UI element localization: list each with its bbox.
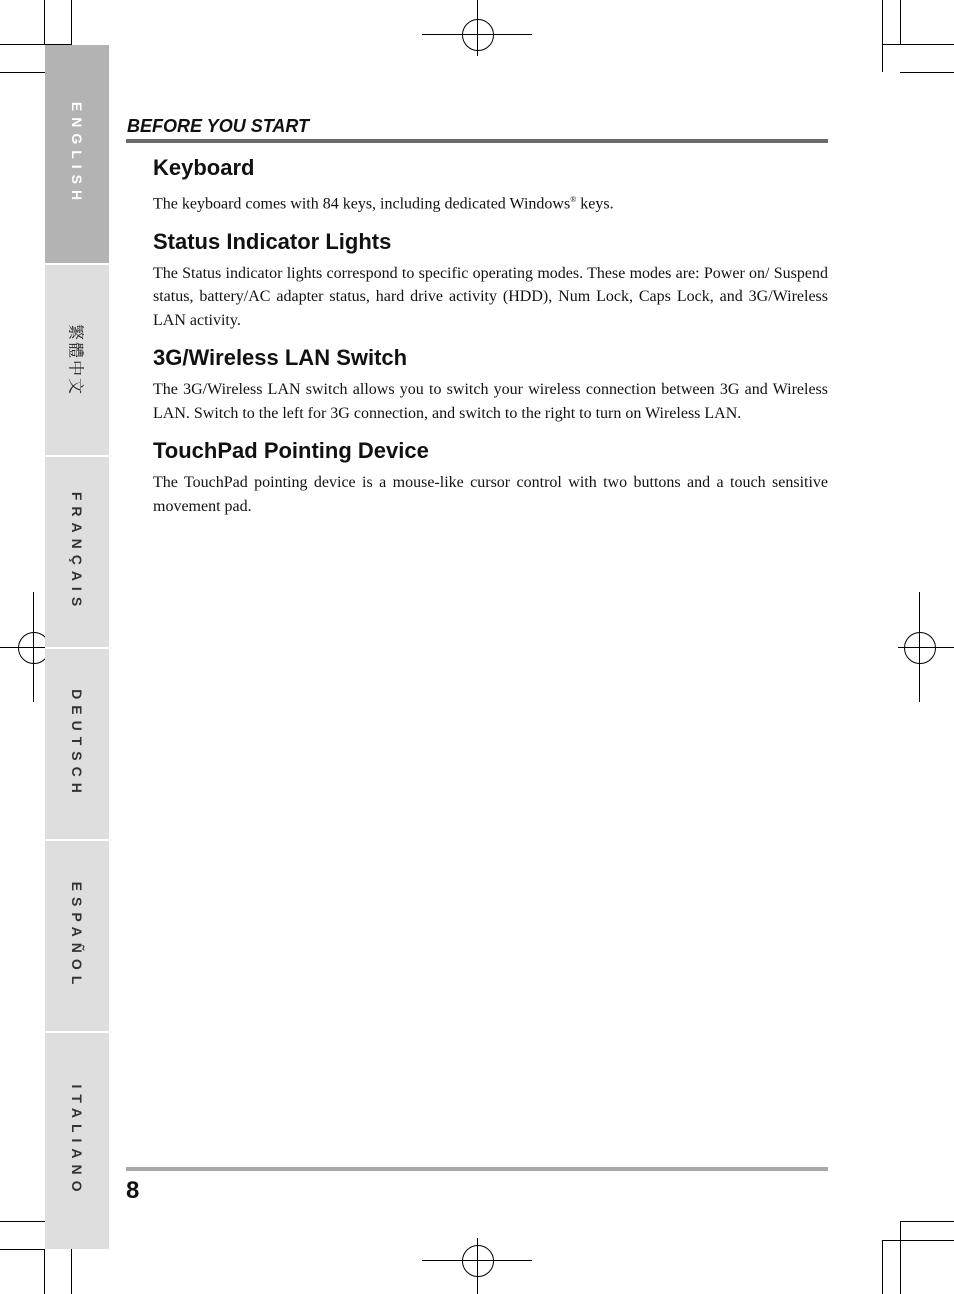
keyboard-text-end: keys.: [576, 195, 614, 213]
tab-francais[interactable]: [45, 457, 109, 649]
status-lights-heading: Status Indicator Lights: [153, 228, 392, 254]
touchpad-paragraph: The TouchPad pointing device is a mouse-like cursor control with two buttons and a touch sensitive movement pad.: [153, 474, 828, 515]
footer-divider: [126, 1167, 828, 1171]
status-lights-paragraph: The Status indicator lights correspond to specific operating modes. These modes are: Power on/ Suspend status, battery/AC adapter status, hard drive activity (HDD), Num Lock, Caps Lock, and 3G/Wireless LAN activity.: [153, 264, 828, 329]
keyboard-text: The keyboard comes with 84 keys, including dedicated Windows: [153, 195, 571, 213]
header-divider: [126, 139, 828, 143]
page-number: 8: [126, 1177, 140, 1204]
language-sidebar: [45, 45, 109, 1249]
tab-italiano-label: ITALIANO: [69, 1084, 85, 1198]
tab-espanol-label: ESPAÑOL: [69, 881, 85, 991]
tab-francais-label: FRANÇAIS: [69, 491, 85, 613]
tab-italiano[interactable]: [45, 1033, 109, 1249]
keyboard-heading: Keyboard: [153, 155, 255, 180]
tab-deutsch[interactable]: [45, 649, 109, 841]
keyboard-paragraph: [153, 188, 828, 216]
page-content: [153, 152, 828, 528]
tab-english[interactable]: [45, 45, 109, 265]
section-header: BEFORE YOU START: [127, 116, 310, 136]
touchpad-heading: TouchPad Pointing Device: [153, 438, 429, 464]
tab-espanol[interactable]: [45, 841, 109, 1033]
registered-mark: ®: [570, 195, 577, 204]
tab-chinese[interactable]: [45, 265, 109, 457]
tab-deutsch-label: DEUTSCH: [69, 689, 85, 799]
tab-english-label: ENGLISH: [69, 101, 85, 207]
tab-chinese-label: 繁體中文: [66, 323, 84, 397]
wireless-switch-heading: 3G/Wireless LAN Switch: [153, 345, 408, 371]
wireless-switch-paragraph: The 3G/Wireless LAN switch allows you to switch your wireless connection between 3G and Wireless LAN. Switch to the left for 3G connection, and switch to the right to turn on Wireless LAN.: [153, 381, 828, 422]
